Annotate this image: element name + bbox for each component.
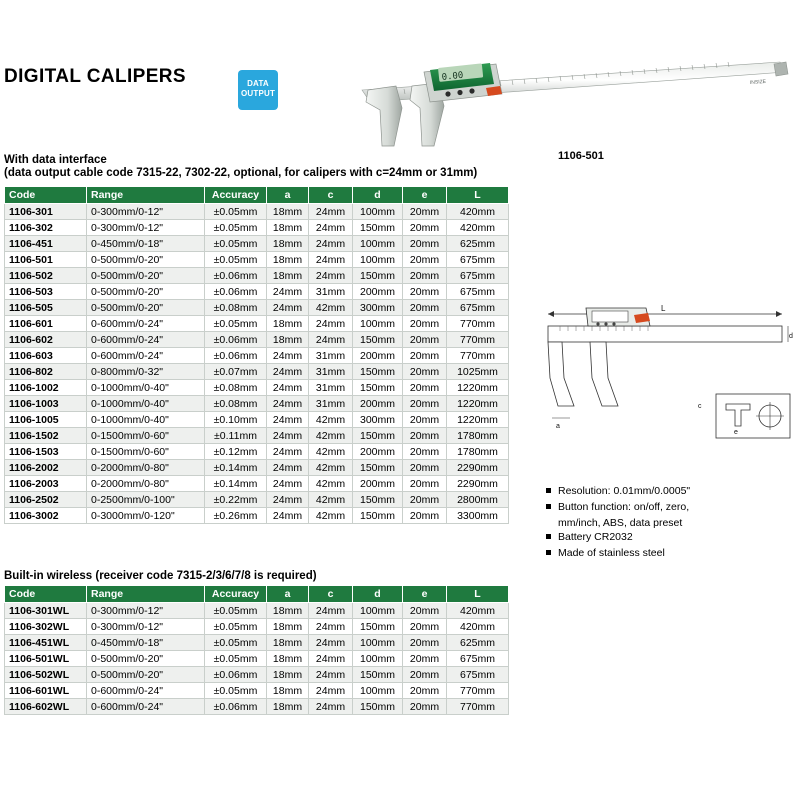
cell-c: 42mm bbox=[309, 460, 353, 476]
cell-range: 0-2000mm/0-80" bbox=[87, 476, 205, 492]
cell-range: 0-800mm/0-32" bbox=[87, 364, 205, 380]
cell-c: 42mm bbox=[309, 444, 353, 460]
cell-e: 20mm bbox=[403, 396, 447, 412]
cell-L: 675mm bbox=[447, 667, 509, 683]
feature-item-material: Made of stainless steel bbox=[546, 546, 690, 560]
cell-range: 0-1000mm/0-40" bbox=[87, 412, 205, 428]
cell-c: 24mm bbox=[309, 252, 353, 268]
cell-accuracy: ±0.07mm bbox=[205, 364, 267, 380]
cell-c: 24mm bbox=[309, 635, 353, 651]
cell-a: 24mm bbox=[267, 284, 309, 300]
cell-L: 1220mm bbox=[447, 396, 509, 412]
cell-e: 20mm bbox=[403, 348, 447, 364]
table-row bbox=[5, 236, 509, 252]
cell-accuracy: ±0.06mm bbox=[205, 699, 267, 715]
cell-L: 1220mm bbox=[447, 380, 509, 396]
cell-c: 24mm bbox=[309, 683, 353, 699]
product-model-label: 1106-501 bbox=[558, 150, 604, 162]
cell-range: 0-300mm/0-12" bbox=[87, 603, 205, 619]
cell-a: 18mm bbox=[267, 683, 309, 699]
table-row bbox=[5, 635, 509, 651]
cell-a: 18mm bbox=[267, 635, 309, 651]
table-row bbox=[5, 683, 509, 699]
col-header-c: c bbox=[309, 187, 353, 204]
cell-L: 675mm bbox=[447, 284, 509, 300]
cell-code: 1106-2502 bbox=[5, 492, 87, 508]
cell-e: 20mm bbox=[403, 619, 447, 635]
cell-code: 1106-502WL bbox=[5, 667, 87, 683]
cell-code: 1106-601 bbox=[5, 316, 87, 332]
cell-a: 18mm bbox=[267, 667, 309, 683]
table-row bbox=[5, 348, 509, 364]
col-header-d: d bbox=[353, 586, 403, 603]
cell-L: 2290mm bbox=[447, 460, 509, 476]
cell-L: 420mm bbox=[447, 220, 509, 236]
cell-c: 31mm bbox=[309, 284, 353, 300]
cell-d: 200mm bbox=[353, 284, 403, 300]
table-row bbox=[5, 396, 509, 412]
cell-L: 2290mm bbox=[447, 476, 509, 492]
cell-d: 100mm bbox=[353, 683, 403, 699]
cell-L: 675mm bbox=[447, 651, 509, 667]
feature-item-battery: Battery CR2032 bbox=[546, 530, 690, 544]
cell-accuracy: ±0.05mm bbox=[205, 204, 267, 220]
cell-range: 0-300mm/0-12" bbox=[87, 220, 205, 236]
table-row bbox=[5, 699, 509, 715]
cell-code: 1106-505 bbox=[5, 300, 87, 316]
cell-code: 1106-451WL bbox=[5, 635, 87, 651]
col-header-accuracy: Accuracy bbox=[205, 586, 267, 603]
cell-range: 0-1000mm/0-40" bbox=[87, 396, 205, 412]
cell-c: 24mm bbox=[309, 316, 353, 332]
cell-accuracy: ±0.06mm bbox=[205, 284, 267, 300]
cell-e: 20mm bbox=[403, 204, 447, 220]
table-row bbox=[5, 204, 509, 220]
cell-a: 24mm bbox=[267, 380, 309, 396]
cell-code: 1106-2003 bbox=[5, 476, 87, 492]
cell-L: 675mm bbox=[447, 268, 509, 284]
table-row bbox=[5, 252, 509, 268]
cell-accuracy: ±0.06mm bbox=[205, 332, 267, 348]
cell-range: 0-600mm/0-24" bbox=[87, 316, 205, 332]
cell-c: 42mm bbox=[309, 428, 353, 444]
cell-range: 0-500mm/0-20" bbox=[87, 284, 205, 300]
diagram-label-a: a bbox=[556, 423, 560, 430]
cell-a: 24mm bbox=[267, 396, 309, 412]
cell-L: 1025mm bbox=[447, 364, 509, 380]
cell-L: 770mm bbox=[447, 699, 509, 715]
cell-accuracy: ±0.12mm bbox=[205, 444, 267, 460]
cell-e: 20mm bbox=[403, 412, 447, 428]
cell-a: 18mm bbox=[267, 603, 309, 619]
cell-d: 150mm bbox=[353, 699, 403, 715]
cell-code: 1106-3002 bbox=[5, 508, 87, 524]
cell-e: 20mm bbox=[403, 635, 447, 651]
cell-range: 0-1500mm/0-60" bbox=[87, 444, 205, 460]
cell-c: 24mm bbox=[309, 332, 353, 348]
cell-d: 150mm bbox=[353, 508, 403, 524]
cell-c: 31mm bbox=[309, 348, 353, 364]
caliper-product-image bbox=[350, 50, 790, 155]
cell-e: 20mm bbox=[403, 508, 447, 524]
cell-range: 0-600mm/0-24" bbox=[87, 332, 205, 348]
cell-L: 770mm bbox=[447, 332, 509, 348]
cell-code: 1106-501 bbox=[5, 252, 87, 268]
col-header-c: c bbox=[309, 586, 353, 603]
cell-code: 1106-2002 bbox=[5, 460, 87, 476]
cell-d: 100mm bbox=[353, 204, 403, 220]
cell-range: 0-450mm/0-18" bbox=[87, 236, 205, 252]
section1-heading-line2: (data output cable code 7315-22, 7302-22, optional, for calipers with c=24mm or 31mm) bbox=[4, 167, 478, 179]
cell-a: 24mm bbox=[267, 428, 309, 444]
spec-table-wireless bbox=[4, 585, 509, 715]
cell-c: 24mm bbox=[309, 220, 353, 236]
cell-code: 1106-451 bbox=[5, 236, 87, 252]
cell-e: 20mm bbox=[403, 683, 447, 699]
cell-code: 1106-1005 bbox=[5, 412, 87, 428]
cell-d: 150mm bbox=[353, 428, 403, 444]
page-title: DIGITAL CALIPERS bbox=[4, 66, 186, 87]
col-header-d: d bbox=[353, 187, 403, 204]
col-header-a: a bbox=[267, 187, 309, 204]
cell-accuracy: ±0.06mm bbox=[205, 667, 267, 683]
feature-item-button-function: Button function: on/off, zero, bbox=[546, 500, 690, 514]
col-header-a: a bbox=[267, 586, 309, 603]
cell-a: 18mm bbox=[267, 699, 309, 715]
table-row bbox=[5, 460, 509, 476]
cell-a: 24mm bbox=[267, 460, 309, 476]
cell-accuracy: ±0.05mm bbox=[205, 316, 267, 332]
cell-accuracy: ±0.10mm bbox=[205, 412, 267, 428]
cell-code: 1106-1503 bbox=[5, 444, 87, 460]
table-row bbox=[5, 300, 509, 316]
table-row bbox=[5, 364, 509, 380]
cell-c: 24mm bbox=[309, 619, 353, 635]
cell-L: 1220mm bbox=[447, 412, 509, 428]
table-row bbox=[5, 651, 509, 667]
cell-L: 420mm bbox=[447, 619, 509, 635]
spec-table-data-interface bbox=[4, 186, 509, 524]
cell-accuracy: ±0.05mm bbox=[205, 619, 267, 635]
cell-a: 18mm bbox=[267, 651, 309, 667]
cell-accuracy: ±0.14mm bbox=[205, 476, 267, 492]
diagram-label-L: L bbox=[661, 304, 666, 313]
cell-range: 0-2500mm/0-100" bbox=[87, 492, 205, 508]
cell-c: 24mm bbox=[309, 699, 353, 715]
cell-code: 1106-602 bbox=[5, 332, 87, 348]
cell-c: 24mm bbox=[309, 204, 353, 220]
cell-d: 100mm bbox=[353, 651, 403, 667]
cell-d: 150mm bbox=[353, 492, 403, 508]
cell-accuracy: ±0.26mm bbox=[205, 508, 267, 524]
cell-code: 1106-1502 bbox=[5, 428, 87, 444]
badge-line-1: DATA bbox=[247, 79, 269, 88]
cell-L: 625mm bbox=[447, 635, 509, 651]
cell-range: 0-600mm/0-24" bbox=[87, 683, 205, 699]
cell-range: 0-500mm/0-20" bbox=[87, 651, 205, 667]
cell-c: 24mm bbox=[309, 268, 353, 284]
cell-c: 24mm bbox=[309, 667, 353, 683]
cell-e: 20mm bbox=[403, 428, 447, 444]
cell-d: 150mm bbox=[353, 332, 403, 348]
cell-e: 20mm bbox=[403, 284, 447, 300]
cell-e: 20mm bbox=[403, 236, 447, 252]
cell-d: 150mm bbox=[353, 380, 403, 396]
cell-code: 1106-302WL bbox=[5, 619, 87, 635]
cell-c: 42mm bbox=[309, 508, 353, 524]
cell-L: 770mm bbox=[447, 683, 509, 699]
cell-c: 42mm bbox=[309, 412, 353, 428]
cell-e: 20mm bbox=[403, 699, 447, 715]
col-header-code: Code bbox=[5, 187, 87, 204]
cell-e: 20mm bbox=[403, 476, 447, 492]
table-row bbox=[5, 444, 509, 460]
table-row bbox=[5, 220, 509, 236]
diagram-label-c: c bbox=[698, 403, 702, 410]
cell-e: 20mm bbox=[403, 316, 447, 332]
cell-d: 100mm bbox=[353, 316, 403, 332]
cell-accuracy: ±0.08mm bbox=[205, 300, 267, 316]
cell-range: 0-300mm/0-12" bbox=[87, 204, 205, 220]
table-header-row bbox=[5, 586, 509, 603]
cell-accuracy: ±0.05mm bbox=[205, 236, 267, 252]
table-row bbox=[5, 492, 509, 508]
cell-d: 100mm bbox=[353, 236, 403, 252]
cell-code: 1106-1003 bbox=[5, 396, 87, 412]
cell-a: 18mm bbox=[267, 252, 309, 268]
cell-L: 675mm bbox=[447, 252, 509, 268]
col-header-e: e bbox=[403, 586, 447, 603]
cell-a: 24mm bbox=[267, 412, 309, 428]
section2-heading: Built-in wireless (receiver code 7315-2/3/6/7/8 is required) bbox=[4, 570, 317, 582]
cell-e: 20mm bbox=[403, 300, 447, 316]
cell-d: 150mm bbox=[353, 667, 403, 683]
feature-list bbox=[546, 484, 690, 562]
cell-d: 300mm bbox=[353, 412, 403, 428]
cell-d: 150mm bbox=[353, 364, 403, 380]
cell-accuracy: ±0.08mm bbox=[205, 380, 267, 396]
cell-range: 0-500mm/0-20" bbox=[87, 667, 205, 683]
cell-accuracy: ±0.05mm bbox=[205, 635, 267, 651]
cell-L: 770mm bbox=[447, 316, 509, 332]
cell-accuracy: ±0.08mm bbox=[205, 396, 267, 412]
cell-code: 1106-603 bbox=[5, 348, 87, 364]
col-header-accuracy: Accuracy bbox=[205, 187, 267, 204]
cell-accuracy: ±0.05mm bbox=[205, 651, 267, 667]
cell-e: 20mm bbox=[403, 460, 447, 476]
cell-L: 1780mm bbox=[447, 444, 509, 460]
svg-text:0.00: 0.00 bbox=[441, 70, 464, 83]
diagram-label-e: e bbox=[734, 429, 738, 436]
table-row bbox=[5, 476, 509, 492]
cell-code: 1106-501WL bbox=[5, 651, 87, 667]
cell-a: 24mm bbox=[267, 508, 309, 524]
cell-c: 24mm bbox=[309, 236, 353, 252]
cell-code: 1106-502 bbox=[5, 268, 87, 284]
cell-e: 20mm bbox=[403, 603, 447, 619]
cell-c: 42mm bbox=[309, 300, 353, 316]
cell-c: 31mm bbox=[309, 380, 353, 396]
section1-heading-line1: With data interface bbox=[4, 154, 107, 166]
cell-a: 18mm bbox=[267, 619, 309, 635]
cell-a: 18mm bbox=[267, 316, 309, 332]
caliper-dimension-diagram bbox=[530, 300, 796, 460]
cell-e: 20mm bbox=[403, 268, 447, 284]
cell-a: 24mm bbox=[267, 476, 309, 492]
cell-a: 18mm bbox=[267, 204, 309, 220]
cell-e: 20mm bbox=[403, 380, 447, 396]
cell-accuracy: ±0.11mm bbox=[205, 428, 267, 444]
col-header-L: L bbox=[447, 187, 509, 204]
cell-e: 20mm bbox=[403, 667, 447, 683]
cell-accuracy: ±0.14mm bbox=[205, 460, 267, 476]
cell-a: 18mm bbox=[267, 236, 309, 252]
cell-a: 24mm bbox=[267, 444, 309, 460]
cell-code: 1106-802 bbox=[5, 364, 87, 380]
col-header-range: Range bbox=[87, 187, 205, 204]
cell-L: 675mm bbox=[447, 300, 509, 316]
cell-range: 0-450mm/0-18" bbox=[87, 635, 205, 651]
cell-code: 1106-302 bbox=[5, 220, 87, 236]
svg-text:INSIZE: INSIZE bbox=[749, 78, 767, 86]
cell-range: 0-1500mm/0-60" bbox=[87, 428, 205, 444]
cell-accuracy: ±0.05mm bbox=[205, 220, 267, 236]
cell-range: 0-1000mm/0-40" bbox=[87, 380, 205, 396]
table-row bbox=[5, 284, 509, 300]
feature-item-button-function-cont: mm/inch, ABS, data preset bbox=[558, 517, 683, 529]
cell-L: 420mm bbox=[447, 603, 509, 619]
cell-c: 24mm bbox=[309, 651, 353, 667]
table-row bbox=[5, 603, 509, 619]
col-header-code: Code bbox=[5, 586, 87, 603]
cell-range: 0-500mm/0-20" bbox=[87, 252, 205, 268]
cell-d: 200mm bbox=[353, 348, 403, 364]
data-output-badge bbox=[238, 70, 278, 110]
cell-d: 200mm bbox=[353, 396, 403, 412]
cell-c: 42mm bbox=[309, 476, 353, 492]
cell-d: 200mm bbox=[353, 444, 403, 460]
cell-e: 20mm bbox=[403, 492, 447, 508]
col-header-L: L bbox=[447, 586, 509, 603]
col-header-e: e bbox=[403, 187, 447, 204]
cell-accuracy: ±0.05mm bbox=[205, 603, 267, 619]
cell-d: 100mm bbox=[353, 635, 403, 651]
cell-L: 625mm bbox=[447, 236, 509, 252]
diagram-label-d: d bbox=[789, 333, 793, 340]
cell-a: 18mm bbox=[267, 332, 309, 348]
cell-code: 1106-602WL bbox=[5, 699, 87, 715]
cell-code: 1106-601WL bbox=[5, 683, 87, 699]
cell-code: 1106-301WL bbox=[5, 603, 87, 619]
cell-a: 24mm bbox=[267, 348, 309, 364]
table-row bbox=[5, 380, 509, 396]
cell-d: 150mm bbox=[353, 268, 403, 284]
cell-code: 1106-301 bbox=[5, 204, 87, 220]
table-row bbox=[5, 428, 509, 444]
feature-item-resolution: Resolution: 0.01mm/0.0005" bbox=[546, 484, 690, 498]
cell-e: 20mm bbox=[403, 444, 447, 460]
cell-range: 0-500mm/0-20" bbox=[87, 268, 205, 284]
table-row bbox=[5, 619, 509, 635]
cell-range: 0-2000mm/0-80" bbox=[87, 460, 205, 476]
cell-a: 24mm bbox=[267, 364, 309, 380]
table-row bbox=[5, 268, 509, 284]
cell-accuracy: ±0.06mm bbox=[205, 268, 267, 284]
cell-e: 20mm bbox=[403, 252, 447, 268]
cell-L: 2800mm bbox=[447, 492, 509, 508]
cell-d: 150mm bbox=[353, 220, 403, 236]
cell-a: 24mm bbox=[267, 492, 309, 508]
cell-L: 420mm bbox=[447, 204, 509, 220]
cell-d: 100mm bbox=[353, 252, 403, 268]
cell-e: 20mm bbox=[403, 332, 447, 348]
cell-d: 200mm bbox=[353, 476, 403, 492]
cell-c: 31mm bbox=[309, 396, 353, 412]
cell-code: 1106-503 bbox=[5, 284, 87, 300]
table-row bbox=[5, 332, 509, 348]
cell-c: 31mm bbox=[309, 364, 353, 380]
cell-code: 1106-1002 bbox=[5, 380, 87, 396]
cell-accuracy: ±0.22mm bbox=[205, 492, 267, 508]
cell-range: 0-600mm/0-24" bbox=[87, 699, 205, 715]
cell-e: 20mm bbox=[403, 364, 447, 380]
cell-a: 24mm bbox=[267, 300, 309, 316]
cell-range: 0-300mm/0-12" bbox=[87, 619, 205, 635]
cell-d: 150mm bbox=[353, 460, 403, 476]
table-row bbox=[5, 316, 509, 332]
table-row bbox=[5, 667, 509, 683]
cell-a: 18mm bbox=[267, 220, 309, 236]
cell-L: 1780mm bbox=[447, 428, 509, 444]
cell-L: 770mm bbox=[447, 348, 509, 364]
cell-range: 0-3000mm/0-120" bbox=[87, 508, 205, 524]
cell-accuracy: ±0.05mm bbox=[205, 252, 267, 268]
cell-range: 0-500mm/0-20" bbox=[87, 300, 205, 316]
cell-c: 24mm bbox=[309, 603, 353, 619]
table-row bbox=[5, 508, 509, 524]
cell-d: 150mm bbox=[353, 619, 403, 635]
cell-L: 3300mm bbox=[447, 508, 509, 524]
cell-c: 42mm bbox=[309, 492, 353, 508]
cell-e: 20mm bbox=[403, 651, 447, 667]
cell-d: 300mm bbox=[353, 300, 403, 316]
table-header-row bbox=[5, 187, 509, 204]
badge-line-2: OUTPUT bbox=[240, 89, 276, 98]
cell-accuracy: ±0.06mm bbox=[205, 348, 267, 364]
cell-d: 100mm bbox=[353, 603, 403, 619]
col-header-range: Range bbox=[87, 586, 205, 603]
table-row bbox=[5, 412, 509, 428]
cell-a: 18mm bbox=[267, 268, 309, 284]
cell-e: 20mm bbox=[403, 220, 447, 236]
cell-accuracy: ±0.05mm bbox=[205, 683, 267, 699]
cell-range: 0-600mm/0-24" bbox=[87, 348, 205, 364]
